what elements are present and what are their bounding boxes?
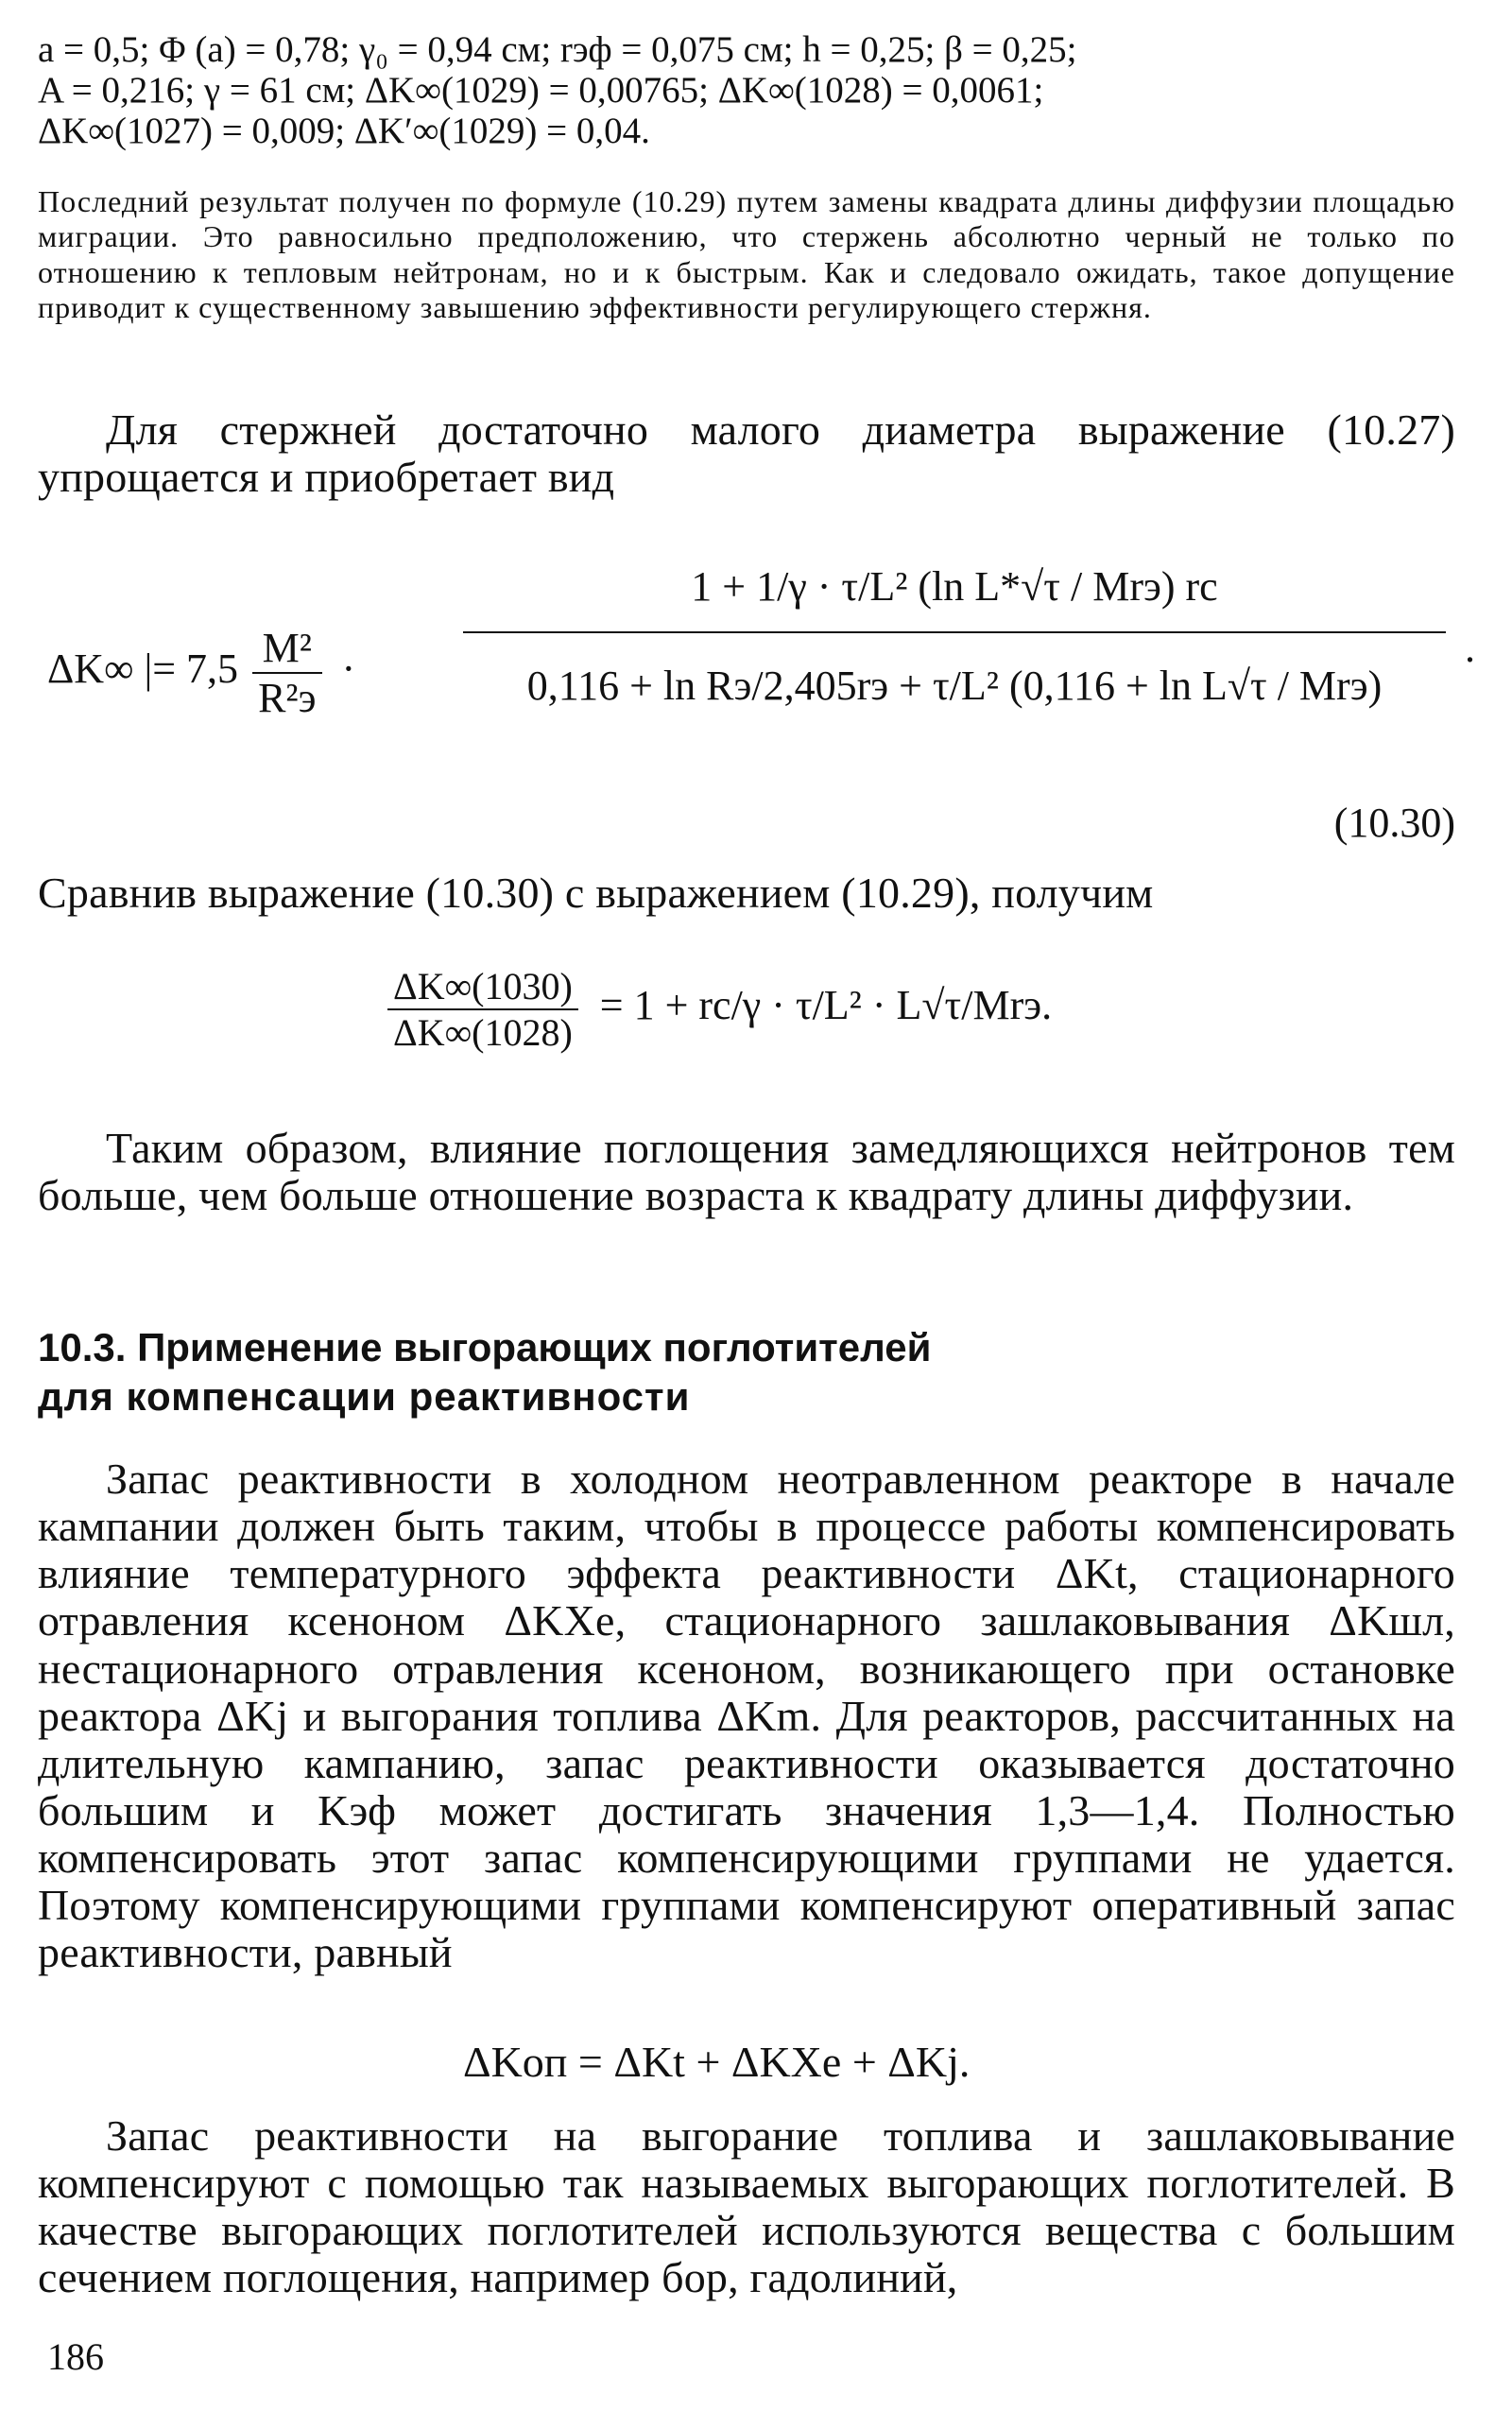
section-heading <box>38 1323 1455 1421</box>
equation-number-10-30: (10.30) <box>1333 800 1455 846</box>
ratio-numerator: ΔK∞(1030) <box>393 965 573 1007</box>
section-heading-line-1: 10.3. Применение выгорающих поглотителей <box>38 1325 932 1369</box>
eq1030-lhs: ΔK∞ |= 7,5 <box>47 646 239 693</box>
note-paragraph: Последний результат получен по формуле (10.29) путем замены квадрата длины диффузии площадью миграции. Это равносильно предположению, что стержень абсолютно черный не только по отношению к тепловым нейтронам, но и к быстрым. Как и следовало ожидать, такое допущение приводит к существенному завышению эффективности регулирующего стержня. <box>38 184 1455 325</box>
paragraph-compare: Сравнив выражение (10.30) с выражением (10.29), получим <box>38 869 1154 917</box>
paragraph-conclusion: Таким образом, влияние поглощения замедляющихся нейтронов тем больше, чем больше отношение возраста к квадрату длины диффузии. <box>38 1124 1455 1220</box>
equation-10-30: ΔK∞ |= 7,5 $\frac{\text{M²}}{\text{R²э}}$ · 1 + 1/γ · τ/L² (ln L*√τ / Mrэ) rc 0,116 + ln Rэ/2,405rэ + τ/L² (0,116 + ln L√τ / Mrэ) . <box>47 563 1475 721</box>
ratio-rhs: = 1 + rc/γ · τ/L² · L√τ/Mrэ. <box>599 982 1053 1029</box>
paragraph-burnable-absorbers: Запас реактивности на выгорание топлива и зашлаковывание компенсируют с помощью так называемых выгорающих поглотителей. В качестве выгорающих поглотителей используются вещества с большим сечением поглощения, например бор, гадолиний, <box>38 2111 1455 2302</box>
param-line-1: a = 0,5; Φ (a) = 0,78; γ₀ = 0,94 см; rэф = 0,075 см; h = 0,25; β = 0,25; <box>38 29 1077 70</box>
paragraph-rod-diameter: Для стержней достаточно малого диаметра выражение (10.27) упрощается и приобретает вид <box>38 405 1455 502</box>
equation-ratio <box>387 964 1238 1106</box>
page-number: 186 <box>47 2335 104 2378</box>
equation-operational-reserve: ΔKоп = ΔKt + ΔKXe + ΔKj. <box>463 2038 971 2086</box>
paragraph-reactivity-reserve: Запас реактивности в холодном неотравленном реакторе в начале кампании должен быть таким, чтобы в процессе работы компенсировать влияние температурного эффекта реактивности ΔKt, стационарного отравления ксеноном ΔKXe, стационарного зашлаковывания ΔKшл, нестационарного отравления ксеноном, возникающего при остановке реактора ΔKj и выгорания топлива ΔKm. Для реакторов, рассчитанных на длительную кампанию, запас реактивности оказывается достаточно большим и Kэф может достигать значения 1,3—1,4. Полностью компенсировать этот запас компенсирующими группами не удается. Поэтому компенсирующими группами компенсируют оперативный запас реактивности, равный <box>38 1455 1455 1977</box>
param-line-2: A = 0,216; γ = 61 см; ΔK∞(1029) = 0,00765; ΔK∞(1028) = 0,0061; <box>38 69 1044 111</box>
section-heading-line-2: для компенсации реактивности <box>38 1374 691 1420</box>
eq1030-coef-den: R²э <box>252 672 321 722</box>
eq1030-coef-num: M² <box>262 625 312 671</box>
eq1030-denominator: 0,116 + ln Rэ/2,405rэ + τ/L² (0,116 + ln L√τ / Mrэ) <box>526 663 1383 709</box>
parameter-values <box>38 30 1455 152</box>
ratio-denominator: ΔK∞(1028) <box>387 1008 578 1055</box>
param-line-3: ΔK∞(1027) = 0,009; ΔK′∞(1029) = 0,04. <box>38 110 650 151</box>
eq1030-numerator: 1 + 1/γ · τ/L² (ln L*√τ / Mrэ) rc <box>691 563 1218 610</box>
